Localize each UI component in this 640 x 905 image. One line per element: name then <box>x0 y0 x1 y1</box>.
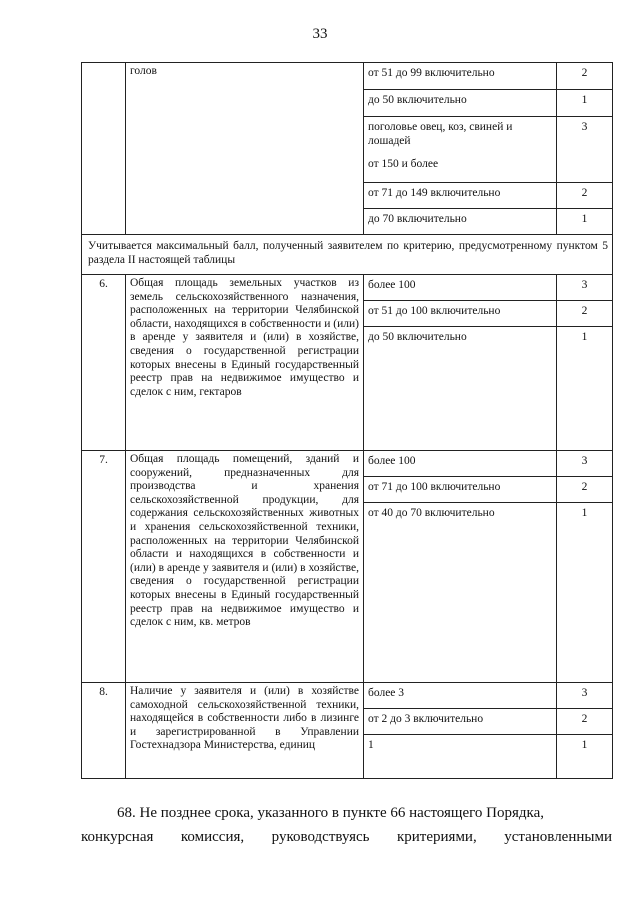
note-text: Учитывается максимальный балл, полученный заявителем по критерию, предусмотренному пунктом 5 раздела II настоящей таблицы <box>82 235 613 275</box>
number-cell <box>82 63 126 235</box>
points-cell: 1 <box>557 90 613 117</box>
table-row <box>82 63 613 90</box>
range-cell: 1 <box>364 735 557 779</box>
range-cell: до 50 включительно <box>364 327 557 451</box>
points-cell: 1 <box>557 735 613 779</box>
range-cell: до 50 включительно <box>364 90 557 117</box>
criterion-description: Общая площадь помещений, зданий и сооружений, предназначенных для производства и хранения сельскохозяйственной продукции, для содержания сельскохозяйственных животных и хранения сельскохозяйственной техники, расположенных на территории Челябинской области и находящихся в собственности и (или) в аренде у заявителя и (или) в хозяйстве, сведения о государственной регистрации которых внесены в Единый государственный реестр прав на недвижимое имущество и сделок с ним, кв. метров <box>126 451 364 683</box>
points-cell: 2 <box>557 183 613 209</box>
points-cell: 2 <box>557 709 613 735</box>
range-cell: от 51 до 100 включительно <box>364 301 557 327</box>
criteria-table <box>81 62 613 779</box>
range-cell: более 3 <box>364 683 557 709</box>
criterion-description: Общая площадь земельных участков из земель сельскохозяйственного назначения, расположенных на территории Челябинской области, находящихся в собственности и (или) в аренде у заявителя и (или) в хозяйстве, сведения о государственной регистрации которых внесены в Единый государственный реестр прав на недвижимое имущество и сделок с ним, гектаров <box>126 275 364 451</box>
criterion-number: 6. <box>82 275 126 451</box>
points-cell: 3 <box>557 683 613 709</box>
table-row <box>82 275 613 301</box>
criterion-description: Наличие у заявителя и (или) в хозяйстве самоходной сельскохозяйственной техники, находящейся в собственности либо в лизинге и зарегистрированной в Управлении Гостехнадзора Министерства, единиц <box>126 683 364 779</box>
range-cell: от 51 до 99 включительно <box>364 63 557 90</box>
range-cell: более 100 <box>364 275 557 301</box>
range-cell: более 100 <box>364 451 557 477</box>
table-row <box>82 451 613 477</box>
paragraph-line-1: 68. Не позднее срока, указанного в пункте 66 настоящего Порядка, <box>117 805 544 821</box>
range-cell <box>364 117 557 183</box>
range-value: от 150 и более <box>368 158 439 171</box>
paragraph-68 <box>81 801 612 849</box>
points-cell: 1 <box>557 327 613 451</box>
points-cell: 1 <box>557 503 613 683</box>
description-cell: голов <box>126 63 364 235</box>
range-cell: от 40 до 70 включительно <box>364 503 557 683</box>
points-cell: 3 <box>557 275 613 301</box>
note-row <box>82 235 613 275</box>
range-cell: от 71 до 100 включительно <box>364 477 557 503</box>
range-cell: до 70 включительно <box>364 209 557 235</box>
criterion-number: 8. <box>82 683 126 779</box>
range-cell: от 71 до 149 включительно <box>364 183 557 209</box>
criterion-number: 7. <box>82 451 126 683</box>
table-row <box>82 683 613 709</box>
points-cell: 2 <box>557 301 613 327</box>
points-cell: 3 <box>557 117 613 183</box>
points-cell: 2 <box>557 477 613 503</box>
points-cell: 2 <box>557 63 613 90</box>
points-cell: 3 <box>557 451 613 477</box>
points-cell: 1 <box>557 209 613 235</box>
page-number: 33 <box>312 26 328 42</box>
paragraph-line-2: конкурсная комиссия, руководствуясь критериями, установленными <box>81 829 612 845</box>
range-heading: поголовье овец, коз, свиней и лошадей <box>368 121 513 147</box>
range-cell: от 2 до 3 включительно <box>364 709 557 735</box>
